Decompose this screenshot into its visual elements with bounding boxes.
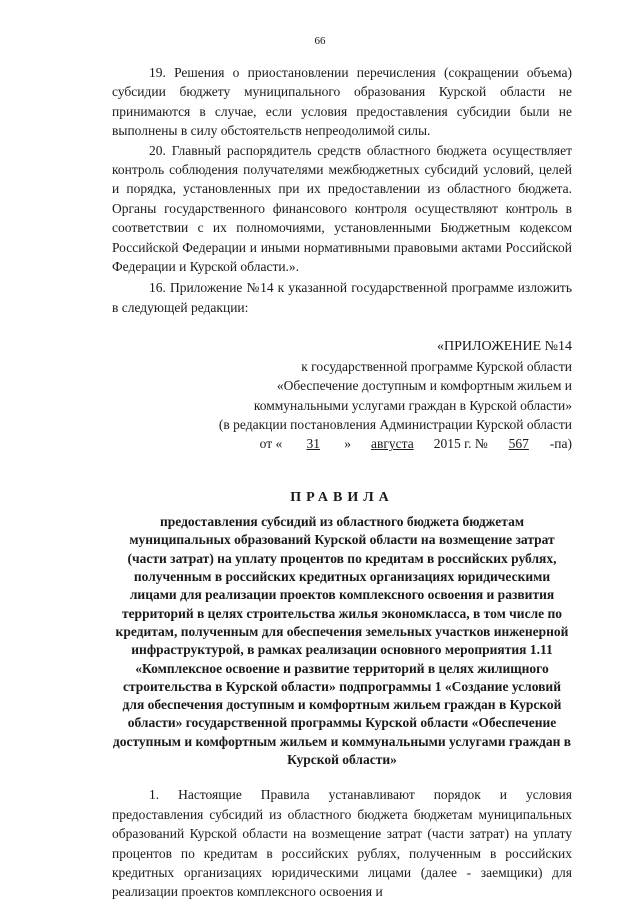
document-number: 567 [508,436,529,452]
appendix-line: (в редакции постановления Администрации Курской области [218,416,572,432]
appendix-date-line [112,434,572,453]
paragraph-item-16: 16. Приложение №14 к указанной государственной программе изложить в следующей редакции: [112,280,572,315]
date-mid: » [344,436,351,452]
paragraph-19: 19. Решения о приостановлении перечисления (сокращении объема) субсидии бюджету муниципального образования Курской области не принимаются в случае, если условия предоставления субсидии были не выполнены в силу обстоятельств непреодолимой силы. [112,65,572,139]
date-prefix: от « [259,436,283,452]
date-day: 31 [306,436,320,452]
appendix-heading: «ПРИЛОЖЕНИЕ №14 [437,339,572,355]
appendix-line: к государственной программе Курской области [301,358,572,374]
rules-title: ПРАВИЛА [290,489,394,505]
paragraph-20: 20. Главный распорядитель средств областного бюджета осуществляет контроль соблюдения получателями межбюджетных субсидий условий, целей и порядка, установленных при их предоставлении из областного бюджета. Органы государственного финансового контроля осуществляют контроль в соответствии с их полномочиями, установленными Бюджетным кодексом Российской Федерации и иными нормативными правовыми актами Российской Федерации и Курской области.». [112,142,572,275]
rules-subtitle: предоставления субсидий из областного бюджета бюджетам муниципальных образований Курской области на возмещение затрат (части затрат) на уплату процентов по кредитам в российских рублях, полученным в российских кредитных организациях юридическими лицами для реализации проектов комплексного освоения и развития территорий в целях строительства жилья экономкласса, в том числе по кредитам, полученным для обеспечения земельных участков инженерной инфраструктурой, в рамках реализации основного мероприятия 1.11 «Комплексное освоение и развитие территорий в целях жилищного строительства в Курской области» подпрограммы 1 «Создание условий для обеспечения доступным и комфортным жильем граждан в Курской области» государственной программы Курской области «Обеспечение доступным и комфортным жильем и коммунальными услугами граждан в Курской области» [112,514,572,767]
page-number: 66 [314,35,326,47]
date-suffix: -па) [549,436,572,452]
appendix-line: «Обеспечение доступным и комфортным жильем и [276,378,572,394]
appendix-line: коммунальными услугами граждан в Курской области» [253,397,572,413]
date-month: августа [371,436,414,452]
paragraph-rules-1: 1. Настоящие Правила устанавливают порядок и условия предоставления субсидий из областного бюджета бюджетам муниципальных образований Курской области на возмещение затрат (части затрат) на уплату процентов по кредитам в российских рублях, полученным в российских кредитных организациях юридическими лицами (далее - заемщики) для реализации проектов комплексного освоения и [112,787,572,900]
appendix-header [112,337,572,453]
date-year: 2015 г. № [433,436,488,452]
document-body [112,63,572,902]
